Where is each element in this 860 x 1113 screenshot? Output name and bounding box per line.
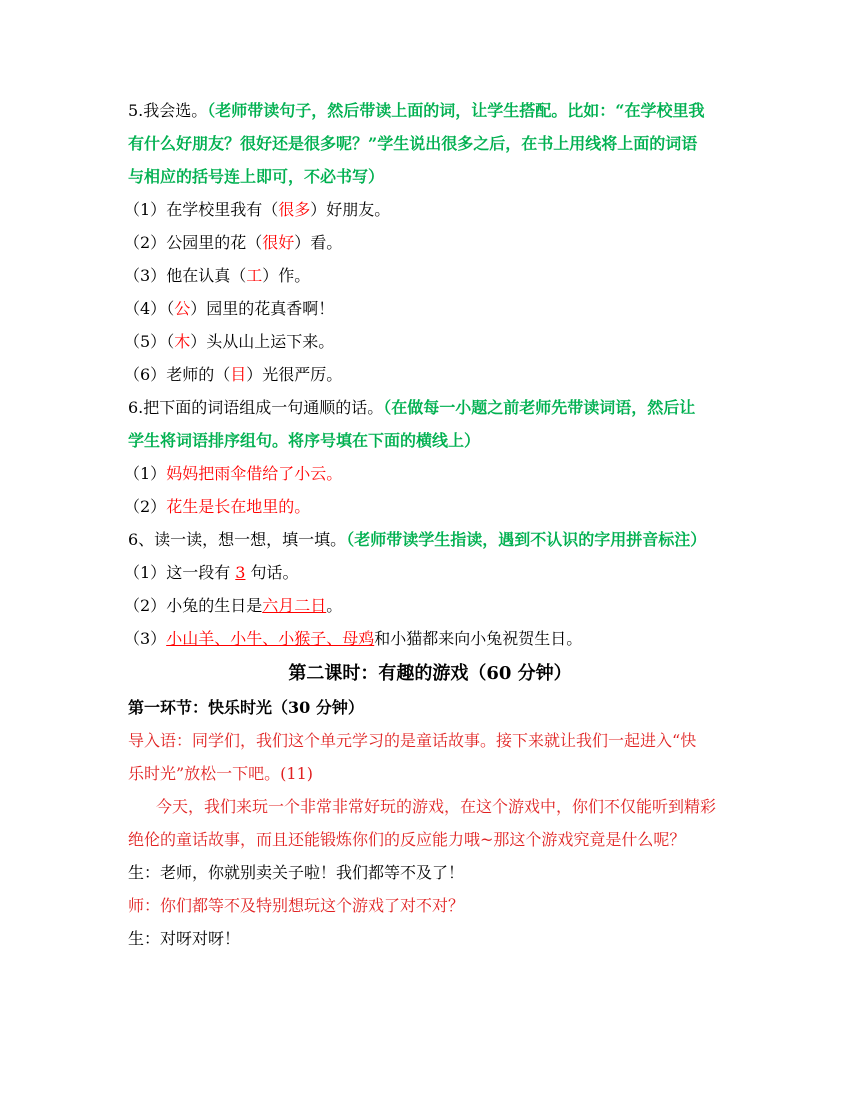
lesson2-section-heading: 第一环节：快乐时光（30 分钟）: [128, 698, 364, 717]
teacher-line-1: 师：你们都等不及特别想玩这个游戏了对不对？: [128, 896, 465, 915]
q5-item-6: （6）老师的（目）光很严厉。: [124, 365, 343, 384]
student-line-2: 生：对呀对呀！: [128, 929, 241, 948]
q6b-prefix: 6、读一读，想一想，填一填。: [128, 530, 347, 549]
answer: 公: [174, 299, 191, 318]
answer: 妈妈把雨伞借给了小云。: [166, 464, 343, 483]
answer: 小山羊、小牛、小猴子、母鸡: [166, 629, 375, 648]
q6b-heading: [128, 530, 748, 550]
intro-line-2: 乐时光”放松一下吧。(11): [128, 764, 314, 783]
q6a-instruction-1: （在做每一小题之前老师先带读词语，然后让: [383, 398, 696, 417]
q5-heading: [128, 101, 748, 121]
q6a-instruction-2: 学生将词语排序组句。将序号填在下面的横线上）: [128, 431, 481, 450]
q5-item-3: （3）他在认真（工）作。: [124, 266, 311, 285]
q5-item-1: （1）在学校里我有（很多）好朋友。: [124, 200, 391, 219]
q5-prefix: 5.我会选。: [128, 101, 208, 120]
paragraph-line-2: 绝伦的童话故事，而且还能锻炼你们的反应能力哦~那这个游戏究竟是什么呢？: [128, 830, 686, 849]
answer: 工: [246, 266, 263, 285]
q6a-item-2: （2）花生是长在地里的。: [124, 497, 311, 516]
lesson2-title: 第二课时：有趣的游戏（60 分钟）: [288, 663, 572, 684]
answer: 3: [235, 563, 246, 582]
q6b-item-2: （2）小兔的生日是六月二日。: [124, 596, 343, 615]
q5-instruction-1: （老师带读句子，然后带读上面的词，让学生搭配。比如：“在学校里我: [207, 101, 705, 120]
q6a-item-1: （1）妈妈把雨伞借给了小云。: [124, 464, 343, 483]
q5-item-4: （4）（公）园里的花真香啊！: [124, 299, 335, 318]
paragraph-line-1: 今天，我们来玩一个非常非常好玩的游戏，在这个游戏中，你们不仅能听到精彩: [156, 797, 717, 816]
q6a-prefix: 6.把下面的词语组成一句通顺的话。: [128, 398, 384, 417]
intro-line-1: 导入语：同学们，我们这个单元学习的是童话故事。接下来就让我们一起进入“快: [128, 731, 697, 750]
q5-item-5: （5）（木）头从山上运下来。: [124, 332, 335, 351]
q6b-instruction: （老师带读学生指读，遇到不认识的字用拼音标注）: [346, 530, 707, 549]
q6a-heading: [128, 398, 748, 418]
q6b-item-1: （1）这一段有 3 句话。: [124, 563, 299, 582]
answer: 木: [174, 332, 191, 351]
q6b-item-3: （3）小山羊、小牛、小猴子、母鸡和小猫都来向小兔祝贺生日。: [124, 629, 583, 648]
answer: 花生是长在地里的。: [166, 497, 311, 516]
answer: 很好: [262, 233, 295, 252]
intro-label: 导入语：: [128, 731, 193, 750]
q5-item-2: （2）公园里的花（很好）看。: [124, 233, 343, 252]
student-line-1: 生：老师，你就别卖关子啦！我们都等不及了！: [128, 863, 465, 882]
answer: 很多: [278, 200, 311, 219]
answer: 六月二日: [262, 596, 327, 615]
q5-instruction-2: 有什么好朋友？很好还是很多呢？”学生说出很多之后，在书上用线将上面的词语: [128, 134, 698, 153]
q5-instruction-3: 与相应的括号连上即可，不必书写）: [128, 167, 385, 186]
answer: 目: [230, 365, 247, 384]
